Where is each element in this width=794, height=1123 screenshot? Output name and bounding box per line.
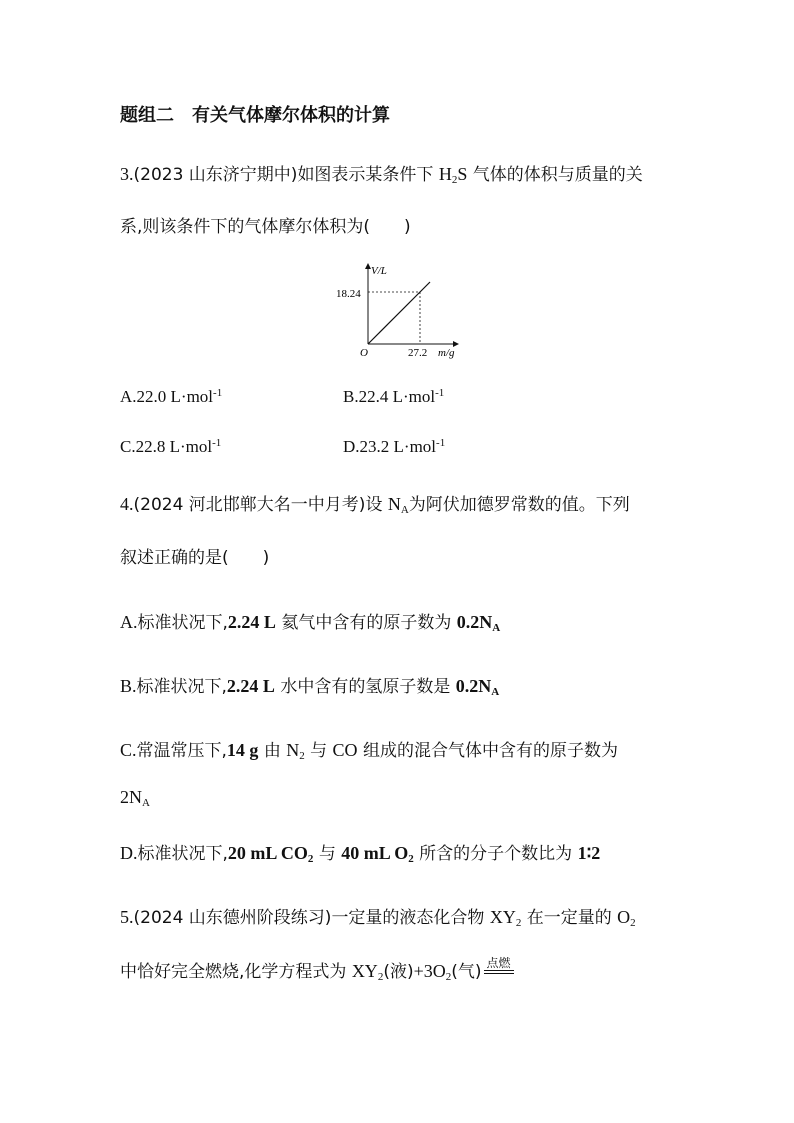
equation-subscript: 2 [377,971,384,983]
question-text: 如图表示某条件下 [297,165,434,185]
question-number: 4. [120,494,134,514]
value-part: 0.2N [455,676,492,696]
x-tick-label: 27.2 [408,347,428,359]
option-a[interactable] [120,387,222,407]
question-text: 气体的体积与质量的关 [472,165,643,185]
question-5-line-1 [120,907,636,928]
question-source: (2023 山东济宁期中) [133,165,298,185]
formula-o2 [617,907,636,927]
q4-option-c-line-2 [120,787,150,808]
formula-part: O [617,907,631,927]
arrow-line-bottom [484,973,514,974]
q4-option-d[interactable] [120,843,600,864]
formula-part: N [387,494,401,514]
equation-part: XY [351,961,378,981]
option-d[interactable] [343,437,445,457]
formula-subscript: 2 [515,917,522,929]
formula-na [388,494,409,514]
value-subscript: A [142,797,150,809]
value-part: 0.2N [456,612,493,632]
value-part: 20 mL CO [227,843,308,863]
q4-option-c[interactable] [120,740,618,761]
option-text: 标准状况下, [137,844,228,864]
question-number: 5. [120,907,134,927]
option-value [120,787,150,807]
option-label: B.22.4 L·mol [343,387,436,406]
reaction-condition: 点燃 [486,956,511,970]
formula-h2s [439,164,468,184]
equation-reactant [414,961,452,981]
option-c[interactable] [120,437,221,457]
value-subscript: 2 [408,853,414,865]
formula-subscript: 2 [451,174,458,186]
formula-part: XY [489,907,516,927]
equation-state: (液) [383,962,414,982]
option-exponent: -1 [436,437,446,449]
question-source: (2024 山东德州阶段练习) [133,908,332,928]
option-value [456,676,499,696]
option-text: 与 [310,741,328,761]
y-axis-label: V/L [371,265,387,277]
option-letter: D. [120,843,138,863]
q4-option-b[interactable] [120,676,499,697]
option-letter: B. [120,676,137,696]
equation-subscript: 2 [445,971,452,983]
formula-part: N [286,740,300,760]
option-value [457,612,500,632]
option-letter: C. [120,740,137,760]
value-subscript: A [491,686,500,698]
option-value [228,843,314,863]
value-part: 2N [120,787,142,807]
option-text: 所含的分子个数比为 [419,844,573,864]
option-text: 常温常压下, [136,741,227,761]
question-4-line-2 [120,548,269,568]
formula-co: CO [332,740,358,760]
formula-n2 [286,740,305,760]
value-subscript: 2 [307,853,314,865]
question-number: 3. [120,164,134,184]
equation-part: +3O [413,961,446,981]
question-text: 叙述正确的是( [120,548,229,568]
option-exponent: -1 [213,387,223,399]
option-value [341,843,414,863]
option-b[interactable] [343,387,444,407]
formula-part: S [457,164,468,184]
question-text: 一定量的液态化合物 [331,908,485,928]
option-text: 氦气中含有的原子数为 [281,613,452,633]
q4-option-a[interactable] [120,612,500,633]
formula-xy2 [490,907,522,927]
option-text: 标准状况下, [137,613,228,633]
question-5-line-2 [120,956,516,983]
question-3-line-2 [120,217,411,237]
formula-subscript: 2 [630,917,636,929]
option-text: 标准状况下, [136,677,227,697]
option-text: 组成的混合气体中含有的原子数为 [362,741,618,761]
question-text: 系,则该条件下的气体摩尔体积为( [120,217,371,237]
option-value: 14 g [226,740,259,760]
x-axis-label: m/g [438,347,455,359]
y-tick-label: 18.24 [336,288,361,300]
option-ratio: 1∶2 [577,843,601,863]
origin-label: O [360,347,368,359]
equation-state: (气) [451,962,482,982]
arrow-line-top [484,970,514,971]
question-source: (2024 河北邯郸大名一中月考) [133,495,366,515]
option-exponent: -1 [435,387,445,399]
option-exponent: -1 [212,437,222,449]
formula-subscript: A [400,504,409,516]
reaction-arrow [482,956,516,981]
question-text: 为阿伏加德罗常数的值。下列 [408,495,630,515]
question-3-line-1 [120,164,643,185]
data-line [368,282,430,344]
value-subscript: A [492,622,501,634]
option-text: 与 [318,844,336,864]
question-text: ) [404,217,411,237]
option-letter: A. [120,612,138,632]
option-value: 2.24 L [227,612,276,632]
option-label: D.23.2 L·mol [343,437,437,456]
section-heading: 题组二 有关气体摩尔体积的计算 [120,105,390,126]
formula-part: H [438,164,452,184]
question-text: 设 [365,495,383,515]
option-label: C.22.8 L·mol [120,437,213,456]
option-text: 由 [263,741,281,761]
option-value: 2.24 L [226,676,275,696]
question-text: ) [262,548,270,568]
question-text: 在一定量的 [526,908,612,928]
formula-subscript: 2 [299,750,305,762]
option-text: 水中含有的氢原子数是 [280,677,451,697]
value-part: 40 mL O [341,843,409,863]
option-label: A.22.0 L·mol [120,387,214,406]
chemical-equation [352,961,384,981]
volume-mass-graph [330,258,470,362]
question-text: 中恰好完全燃烧,化学方程式为 [120,962,347,982]
question-4-line-1 [120,494,630,515]
